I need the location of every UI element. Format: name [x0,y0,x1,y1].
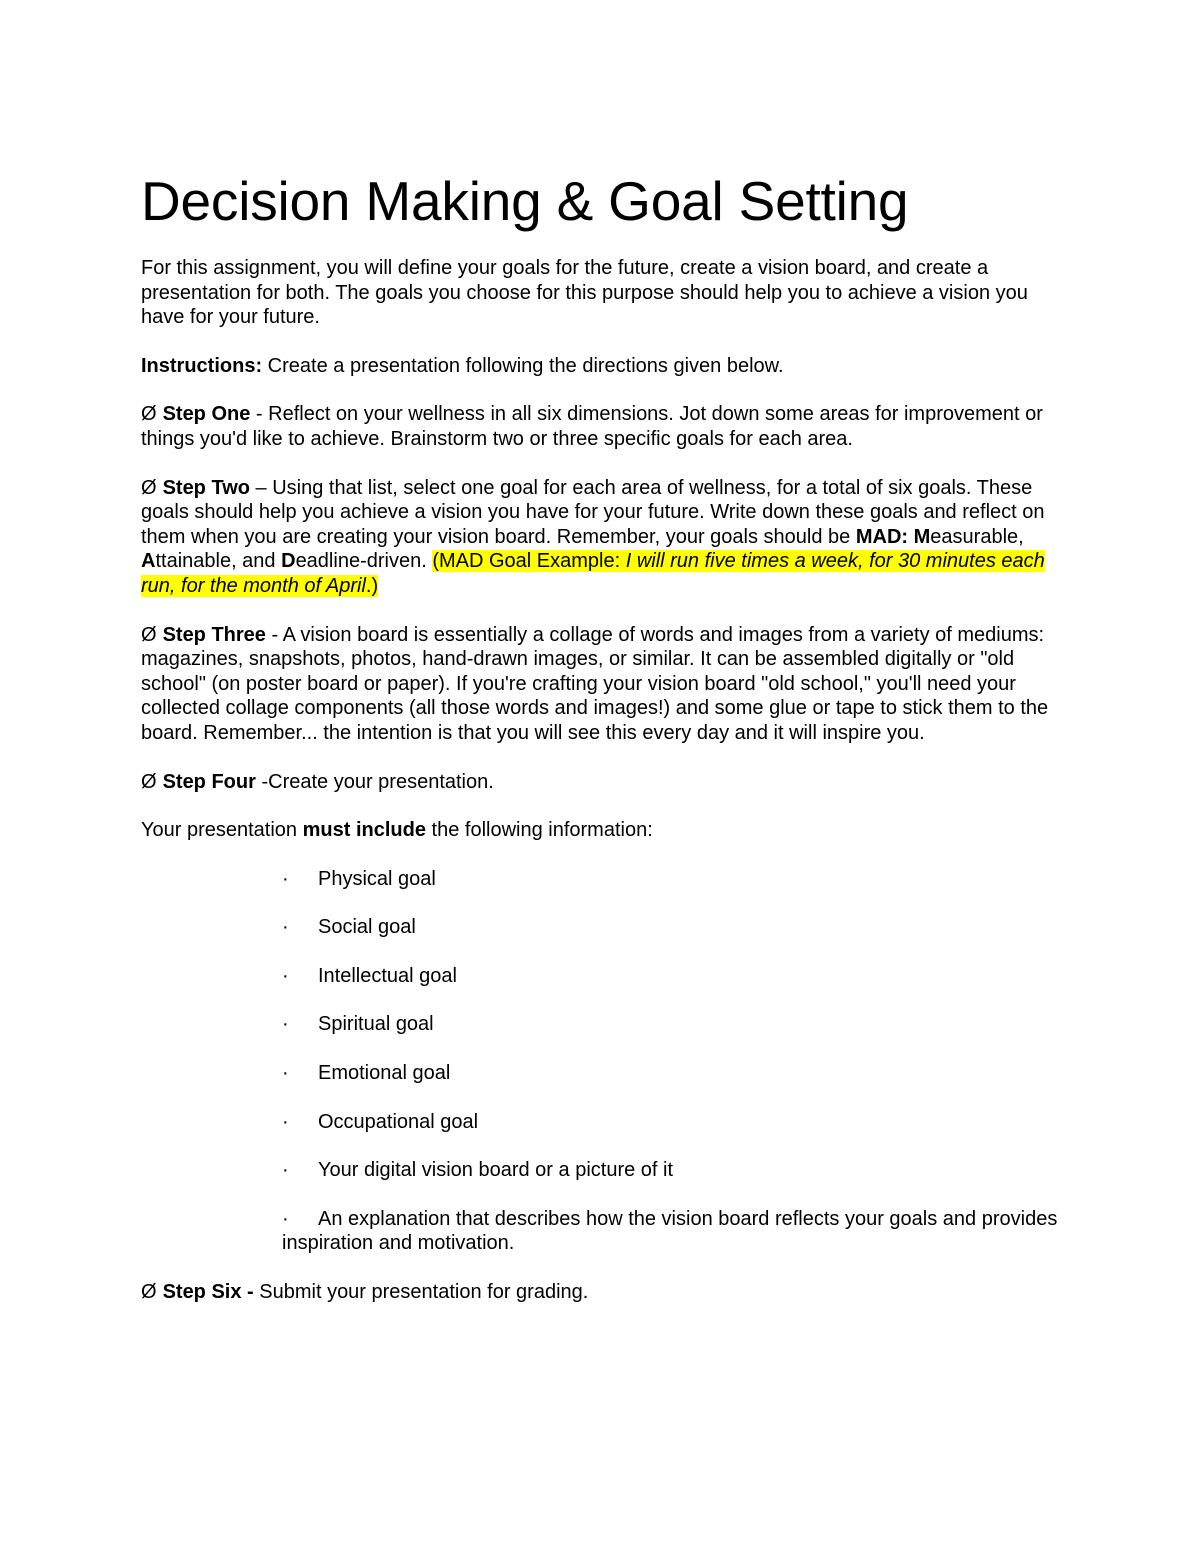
mad-m-rest: easurable, [930,525,1024,548]
intro-paragraph: For this assignment, you will define your goals for the future, create a vision board, and create a presentation for both. The goals you choose for this purpose should help you to achieve a vision you have for your future. [141,257,1028,329]
list-item [282,1061,1071,1086]
mad-letter-a: A [141,550,156,573]
mad-a-rest: ttainable, and [155,550,282,573]
instructions-label: Instructions: [141,354,263,377]
step-one-paragraph [141,402,1071,451]
list-item-text: Spiritual goal [318,1013,434,1036]
list-item [282,1158,1071,1183]
arrow-bullet-icon: Ø [141,476,157,499]
step-six-text: Submit your presentation for grading. [253,1281,589,1304]
bullet-dot-icon: · [282,1013,289,1036]
step-one-text: - Reflect on your wellness in all six dimensions. Jot down some areas for improvement or things you'd like to achieve. Brainstorm two or three specific goals for each area. [141,403,1043,450]
step-four-label: Step Four [162,770,256,793]
document-page [141,168,1071,1329]
arrow-bullet-icon: Ø [141,1281,157,1304]
list-item [282,867,1071,892]
step-six-paragraph [141,1280,1071,1305]
step-two-label: Step Two [162,476,250,499]
list-item-text: Your digital vision board or a picture of it [318,1159,674,1182]
list-item-text: Emotional goal [318,1062,451,1085]
list-item-text: Social goal [318,916,416,939]
step-four-paragraph [141,770,1071,795]
bullet-dot-icon: · [282,1159,289,1182]
step-one-label: Step One [162,403,251,426]
mad-label: MAD: [855,525,909,548]
mad-d-rest: eadline-driven. [295,550,433,573]
mad-example-open: (MAD Goal Example: [432,550,626,573]
must-include-after: the following information: [425,819,653,842]
bullet-dot-icon: · [282,867,289,890]
must-include-bold: must include [302,819,426,842]
step-six-label: Step Six - [162,1281,254,1304]
bullet-dot-icon: · [282,916,289,939]
step-three-label: Step Three [162,623,266,646]
list-item-text: Intellectual goal [318,964,457,987]
list-item [282,1012,1071,1037]
step-three-text: - A vision board is essentially a collage of words and images from a variety of mediums: magazines, snapshots, photos, hand-drawn images, or similar. It can be assembled digitally or "old school" (on poster board or paper). If you're crafting your vision board "old school," you'll need your collected collage components (all those words and images!) and some glue or tape to stick them to the board. Remember... the intention is that you will see this every day and it will inspire you. [141,623,1049,744]
mad-letter-d: D [281,550,296,573]
bullet-dot-icon: · [282,964,289,987]
list-item [282,915,1071,940]
instructions-text: Create a presentation following the directions given below. [262,354,784,377]
step-two-paragraph [141,476,1071,599]
mad-example-italic: I will run five times a week, for 30 minutes each run, for the month of April [141,550,1045,597]
must-include-paragraph [141,818,1071,843]
bullet-dot-icon: · [282,1062,289,1085]
instructions-paragraph [141,354,1071,379]
step-three-paragraph [141,623,1071,746]
step-four-text: -Create your presentation. [255,770,494,793]
arrow-bullet-icon: Ø [141,623,157,646]
list-item [282,1207,1071,1256]
page-title: Decision Making & Goal Setting [141,170,909,232]
step-two-text: – Using that list, select one goal for each area of wellness, for a total of six goals. These goals should help you achieve a vision you have for your future. Write down these goals and reflect on them when you are creating your vision board. Remember, your goals should be [141,476,1045,548]
requirements-list [282,867,1071,1256]
arrow-bullet-icon: Ø [141,403,157,426]
list-item [282,964,1071,989]
bullet-dot-icon: · [282,1207,289,1230]
mad-letter-m: M [913,525,931,548]
must-include-before: Your presentation [141,819,303,842]
list-item [282,1110,1071,1135]
arrow-bullet-icon: Ø [141,770,157,793]
mad-example-close: .) [365,574,379,597]
bullet-dot-icon: · [282,1110,289,1133]
list-item-text: Physical goal [318,867,436,890]
list-item-text: Occupational goal [318,1110,479,1133]
list-item-text: An explanation that describes how the vision board reflects your goals and provides inspiration and motivation. [282,1207,1058,1255]
